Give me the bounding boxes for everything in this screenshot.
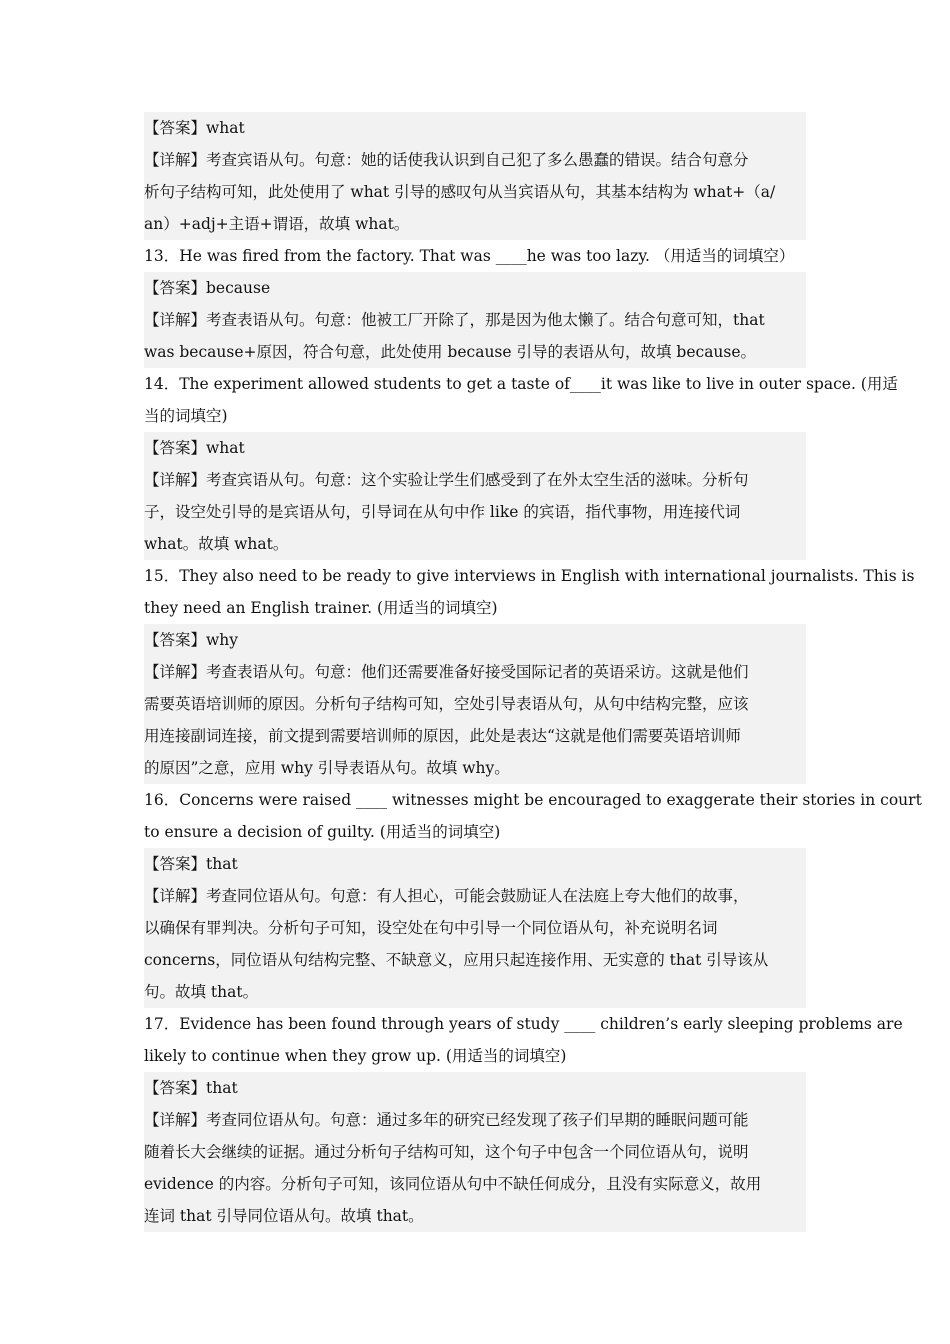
question-15 <box>144 560 915 624</box>
answer-box <box>144 272 806 304</box>
question-line: 13．He was fired from the factory. That was ____he was too lazy. （用适当的词填空） <box>144 247 795 265</box>
answer-box <box>144 112 806 144</box>
explanation-line: 【详解】考查同位语从句。句意：有人担心，可能会鼓励证人在法庭上夸大他们的故事， <box>144 887 749 905</box>
answer-line: 【答案】what <box>144 439 245 457</box>
explanation-line: 子，设空处引导的是宾语从句，引导词在从句中作 like 的宾语，指代事物，用连接代词 <box>144 503 741 521</box>
answer-box <box>144 848 806 880</box>
answer-line: 【答案】that <box>144 855 238 873</box>
explanation-box <box>144 304 806 368</box>
explanation-line: 以确保有罪判决。分析句子可知，设空处在句中引导一个同位语从句，补充说明名词 <box>144 919 718 937</box>
explanation-line: 析句子结构可知，此处使用了 what 引导的感叹句从当宾语从句，其基本结构为 what+（a/ <box>144 183 776 201</box>
question-line: 17．Evidence has been found through years of study ____ children’s early sleeping problems are <box>144 1015 903 1033</box>
question-line: they need an English trainer. (用适当的词填空) <box>144 599 498 617</box>
answer-box <box>144 432 806 464</box>
answer-line: 【答案】why <box>144 631 239 649</box>
explanation-line: an）+adj+主语+谓语，故填 what。 <box>144 215 410 233</box>
explanation-line: 【详解】考查表语从句。句意：他们还需要准备好接受国际记者的英语采访。这就是他们 <box>144 663 749 681</box>
explanation-box <box>144 464 806 560</box>
explanation-line: 用连接副词连接，前文提到需要培训师的原因，此处是表达“这就是他们需要英语培训师 <box>144 727 741 745</box>
answer-box <box>144 1072 806 1104</box>
explanation-box <box>144 144 806 240</box>
explanation-box <box>144 1104 806 1232</box>
explanation-line: 【详解】考查表语从句。句意：他被工厂开除了，那是因为他太懒了。结合句意可知，that <box>144 311 765 329</box>
document-page <box>144 112 922 1232</box>
question-17 <box>144 1008 903 1072</box>
question-line: 当的词填空) <box>144 407 228 425</box>
answer-box <box>144 624 806 656</box>
question-13 <box>144 240 806 272</box>
explanation-line: 【详解】考查宾语从句。句意：她的话使我认识到自己犯了多么愚蠢的错误。结合句意分 <box>144 151 749 169</box>
question-line: 15．They also need to be ready to give interviews in English with international journalists. This is <box>144 567 915 585</box>
explanation-line: concerns，同位语从句结构完整、不缺意义，应用只起连接作用、无实意的 that 引导该从 <box>144 951 769 969</box>
explanation-line: was because+原因，符合句意，此处使用 because 引导的表语从句，故填 because。 <box>144 343 757 361</box>
explanation-line: 【详解】考查宾语从句。句意：这个实验让学生们感受到了在外太空生活的滋味。分析句 <box>144 471 749 489</box>
question-14 <box>144 368 898 432</box>
answer-line: 【答案】what <box>144 119 245 137</box>
explanation-line: 【详解】考查同位语从句。句意：通过多年的研究已经发现了孩子们早期的睡眠问题可能 <box>144 1111 749 1129</box>
explanation-line: 句。故填 that。 <box>144 983 259 1001</box>
explanation-line: 连词 that 引导同位语从句。故填 that。 <box>144 1207 424 1225</box>
explanation-line: 的原因”之意，应用 why 引导表语从句。故填 why。 <box>144 759 510 777</box>
explanation-line: 随着长大会继续的证据。通过分析句子结构可知，这个句子中包含一个同位语从句，说明 <box>144 1143 749 1161</box>
explanation-line: what。故填 what。 <box>144 535 289 553</box>
question-line: 14．The experiment allowed students to get a taste of____it was like to live in outer space. (用适 <box>144 375 898 393</box>
explanation-box <box>144 656 806 784</box>
answer-line: 【答案】because <box>144 279 271 297</box>
explanation-line: 需要英语培训师的原因。分析句子结构可知，空处引导表语从句，从句中结构完整，应该 <box>144 695 749 713</box>
question-line: to ensure a decision of guilty. (用适当的词填空) <box>144 823 501 841</box>
question-line: likely to continue when they grow up. (用适当的词填空) <box>144 1047 567 1065</box>
question-16 <box>144 784 922 848</box>
answer-line: 【答案】that <box>144 1079 238 1097</box>
explanation-line: evidence 的内容。分析句子可知，该同位语从句中不缺任何成分，且没有实际意义，故用 <box>144 1175 762 1193</box>
explanation-box <box>144 880 806 1008</box>
question-line: 16．Concerns were raised ____ witnesses might be encouraged to exaggerate their stories in court <box>144 791 922 809</box>
